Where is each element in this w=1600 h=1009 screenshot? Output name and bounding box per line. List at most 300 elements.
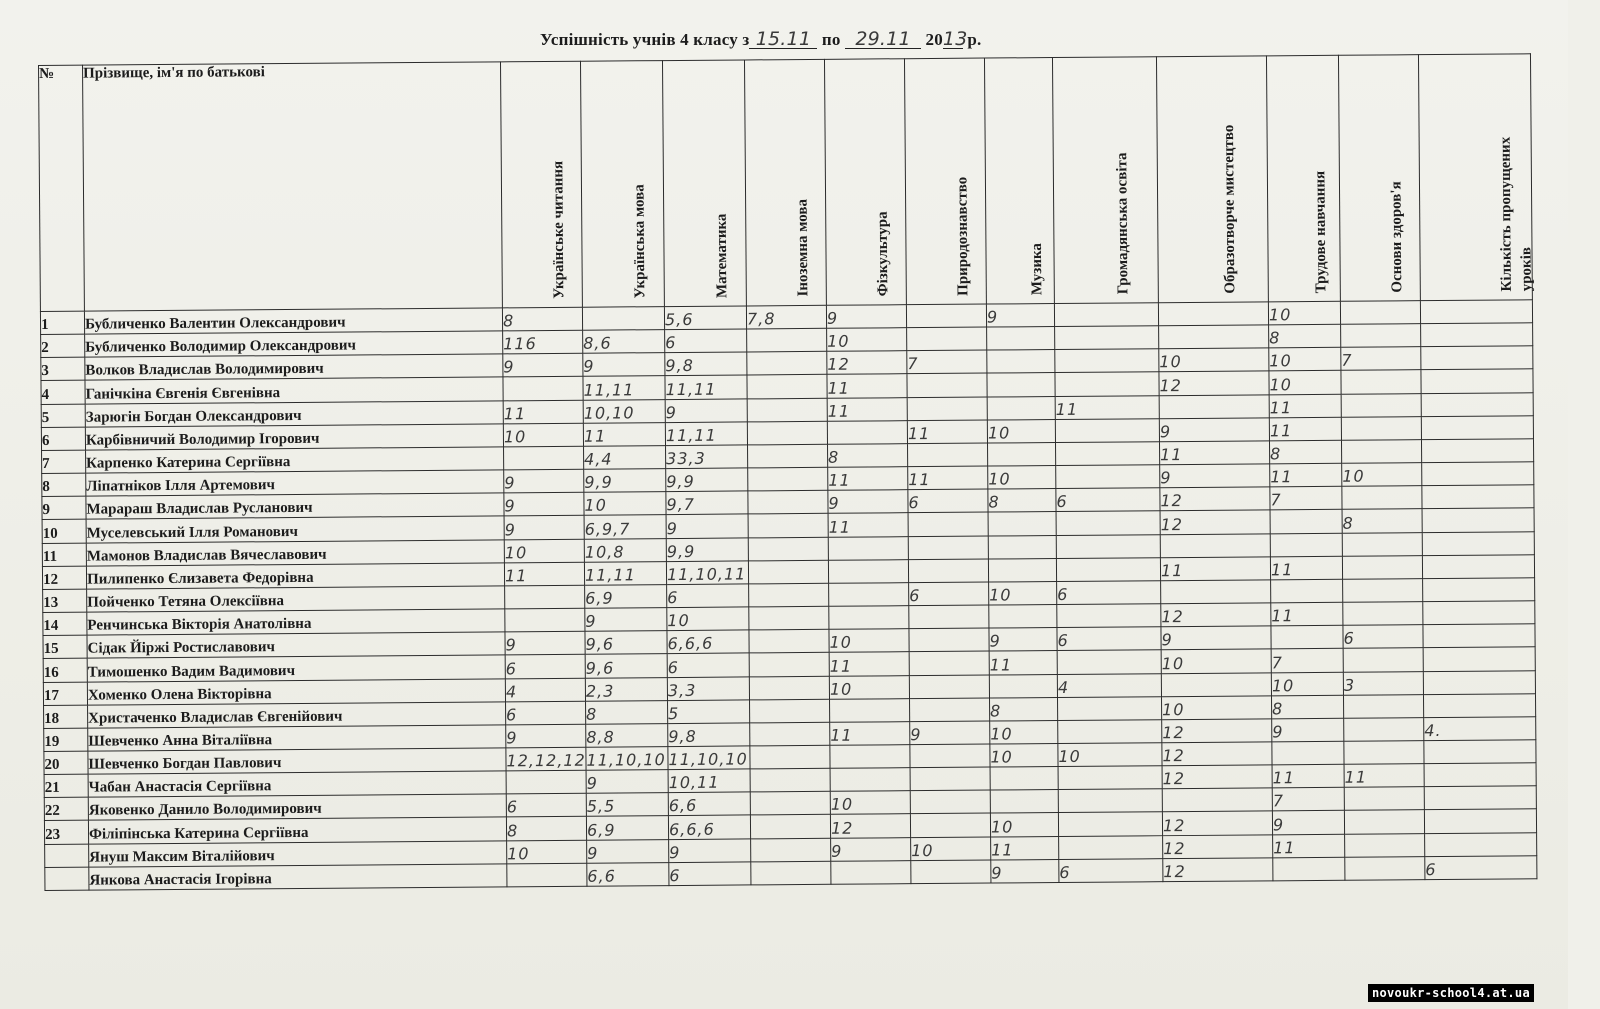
row-number: 12 [42, 566, 86, 590]
title-year-hand: 13 [942, 28, 968, 50]
grade-cell [1424, 809, 1536, 833]
grade-cell: 8 [1342, 509, 1422, 533]
grade-cell: 11 [1344, 764, 1424, 788]
grade-cell [910, 790, 990, 814]
grade-cell: 10 [1159, 348, 1269, 372]
grade-cell [987, 327, 1055, 351]
grade-cell [988, 558, 1056, 582]
header-subject [744, 59, 826, 306]
grade-cell: 9 [585, 608, 667, 632]
grade-cell: 9 [910, 721, 990, 745]
grade-cell [1423, 601, 1535, 625]
grade-cell: 11 [1160, 557, 1270, 581]
grade-cell [827, 420, 907, 444]
title-date-from: 15.11 [749, 30, 817, 49]
grade-cell: 6 [1057, 627, 1161, 651]
grade-cell: 9 [504, 492, 584, 516]
grade-cell: 11 [830, 721, 910, 745]
row-number: 1 [40, 311, 84, 335]
grade-cell [988, 535, 1056, 559]
grade-cell [1422, 485, 1534, 509]
header-subject-label: Образотворче мистецтво [1220, 124, 1238, 294]
header-subject [904, 58, 986, 305]
grades-table [38, 53, 1537, 891]
student-name: Христаченко Владислав Євгенійович [88, 702, 506, 728]
grade-cell: 7 [1271, 649, 1343, 673]
grade-cell: 11 [908, 466, 988, 490]
grade-cell: 12 [1160, 487, 1270, 511]
grade-cell: 9 [505, 631, 585, 655]
grade-cell: 5 [668, 700, 750, 724]
student-name: Сідак Йіржі Ростиславович [87, 632, 505, 658]
grade-cell: 12 [1162, 719, 1272, 743]
grade-cell: 12 [1161, 603, 1271, 627]
student-name: Мамонов Владислав Вячеславович [86, 539, 504, 565]
grade-cell: 9 [991, 859, 1059, 883]
student-name: Чабан Анастасія Сергіївна [88, 771, 506, 797]
row-number: 19 [44, 728, 88, 752]
grade-cell [828, 559, 908, 583]
grade-cell: 4,4 [584, 446, 666, 470]
grade-cell [582, 307, 664, 331]
grade-cell: 6 [505, 655, 585, 679]
grade-cell: 11 [1269, 394, 1341, 418]
grade-cell: 10 [1058, 743, 1162, 767]
grade-cell: 8 [506, 817, 586, 841]
grade-cell [1058, 812, 1162, 836]
grade-cell [750, 768, 830, 792]
grade-cell [748, 491, 828, 515]
grade-cell [751, 861, 831, 885]
student-name: Муселевський Ілля Романович [86, 516, 504, 542]
grade-cell [1421, 369, 1533, 393]
grade-cell: 10,8 [584, 538, 666, 562]
row-number: 2 [41, 334, 85, 358]
grade-cell [1055, 442, 1159, 466]
grade-cell: 11 [1270, 556, 1342, 580]
grade-cell: 12 [1163, 858, 1273, 882]
grade-cell: 10 [827, 328, 907, 352]
grade-cell [747, 375, 827, 399]
grade-cell: 6 [1056, 488, 1160, 512]
grade-cell [1344, 810, 1424, 834]
grade-cell: 11 [503, 400, 583, 424]
grade-cell: 9 [669, 839, 751, 863]
grade-cell: 9,7 [666, 491, 748, 515]
grade-cell [750, 745, 830, 769]
grade-cell: 3,3 [667, 676, 749, 700]
student-name: Шевченко Анна Віталіївна [88, 725, 506, 751]
grade-cell [911, 860, 991, 884]
header-subject [1418, 54, 1535, 301]
grade-cell: 2,3 [585, 677, 667, 701]
grade-cell: 9 [831, 837, 911, 861]
header-row [39, 54, 1533, 312]
grade-cell [1343, 602, 1423, 626]
student-name: Волков Владислав Володимирович [85, 354, 503, 380]
grade-cell [1423, 647, 1535, 671]
grade-cell: 8 [828, 444, 908, 468]
grade-cell [751, 838, 831, 862]
row-number: 11 [42, 543, 86, 567]
grade-cell: 8,6 [583, 330, 665, 354]
grade-cell [1343, 694, 1423, 718]
header-number: № [39, 65, 85, 311]
student-name: Яковенко Данило Володимирович [88, 794, 506, 820]
grade-cell: 9,8 [668, 723, 750, 747]
grade-cell [908, 536, 988, 560]
grade-cell [1058, 789, 1162, 813]
grade-cell: 9 [1159, 418, 1269, 442]
header-subject [1052, 57, 1158, 304]
grade-cell: 9 [1272, 718, 1344, 742]
grade-cell [749, 676, 829, 700]
grade-cell [1422, 554, 1534, 578]
grade-cell: 11 [1273, 834, 1345, 858]
grade-cell [1056, 465, 1160, 489]
row-number: 22 [44, 797, 88, 821]
grade-cell: 10 [507, 840, 587, 864]
grade-cell: 11 [1270, 463, 1342, 487]
grade-cell [1341, 393, 1421, 417]
grade-cell: 10,11 [668, 769, 750, 793]
grade-cell [1056, 557, 1160, 581]
grade-cell [1273, 857, 1345, 881]
grade-cell: 11,11 [665, 375, 747, 399]
student-name: Карбівничий Володимир Ігорович [85, 424, 503, 450]
grade-cell: 11 [1055, 395, 1159, 419]
grade-cell [1055, 349, 1159, 373]
grade-cell: 8 [988, 489, 1056, 513]
grade-cell: 11 [1159, 441, 1269, 465]
grade-cell [1422, 531, 1534, 555]
grade-cell [1058, 766, 1162, 790]
grade-cell [910, 767, 990, 791]
grade-cell [987, 350, 1055, 374]
grade-cell [750, 699, 830, 723]
student-name: Філіпінська Катерина Сергіївна [88, 817, 506, 843]
grade-cell [987, 396, 1055, 420]
grade-cell [1421, 416, 1533, 440]
grade-cell [747, 352, 827, 376]
grade-cell [1341, 440, 1421, 464]
row-number: 7 [42, 450, 86, 474]
grade-cell [1055, 418, 1159, 442]
grade-cell [747, 398, 827, 422]
grade-cell: 8 [586, 700, 668, 724]
grade-cell [830, 768, 910, 792]
grade-cell [907, 327, 987, 351]
title-date-to: 29.11 [845, 30, 921, 49]
watermark: novoukr-school4.at.ua [1368, 984, 1534, 1002]
grade-cell [829, 583, 909, 607]
grade-cell: 6,6 [668, 792, 750, 816]
title-year-prefix: 20 [925, 30, 943, 49]
grade-cell [1421, 392, 1533, 416]
header-subject-label: Громадянська освіта [1113, 152, 1131, 295]
grade-cell: 9,9 [666, 468, 748, 492]
grade-cell [1422, 462, 1534, 486]
grade-cell [910, 744, 990, 768]
header-subject [1338, 55, 1420, 302]
row-number: 16 [43, 658, 87, 682]
grade-cell [1161, 672, 1271, 696]
grade-cell [1057, 696, 1161, 720]
grade-cell: 8 [1269, 324, 1341, 348]
header-subject [580, 61, 664, 308]
student-name: Пилипенко Єлизавета Федорівна [86, 563, 504, 589]
student-name: Зарюгін Богдан Олександрович [85, 400, 503, 426]
header-subject [824, 59, 906, 306]
grade-cell: 11,10,10 [668, 746, 750, 770]
grade-cell [1345, 856, 1425, 880]
grade-cell [1341, 324, 1421, 348]
header-subject [1266, 55, 1340, 302]
grade-cell: 9 [1272, 811, 1344, 835]
grade-cell [1424, 763, 1536, 787]
grade-cell [1340, 301, 1420, 325]
grade-cell: 6 [909, 582, 989, 606]
grade-cell: 11,11 [583, 376, 665, 400]
grade-cell: 7 [1272, 788, 1344, 812]
row-number: 13 [43, 589, 87, 613]
grade-cell [909, 675, 989, 699]
grade-cell: 10 [987, 419, 1055, 443]
grade-cell [506, 770, 586, 794]
grade-cell: 5,6 [664, 306, 746, 330]
grade-cell: 9 [986, 304, 1054, 328]
grade-cell [988, 512, 1056, 536]
grade-cell: 12 [1159, 371, 1269, 395]
grade-cell: 8,8 [586, 723, 668, 747]
grade-cell [748, 514, 828, 538]
grade-cell [990, 767, 1058, 791]
grade-cell: 4 [505, 678, 585, 702]
grade-cell: 11 [583, 422, 665, 446]
grade-cell: 11,10,10 [586, 747, 668, 771]
grade-cell: 9 [586, 770, 668, 794]
grade-cell [831, 860, 911, 884]
grade-cell: 10 [1268, 301, 1340, 325]
grade-cell [908, 443, 988, 467]
header-subject-label: Математика [713, 213, 730, 298]
grade-cell: 6 [667, 584, 749, 608]
grade-cell: 10 [989, 581, 1057, 605]
grade-cell: 12 [1162, 765, 1272, 789]
header-subject [984, 58, 1054, 305]
header-subject-label: Музика [1028, 243, 1045, 296]
grade-cell [749, 653, 829, 677]
header-subject-label: Іноземна мова [794, 199, 811, 298]
grade-cell [749, 583, 829, 607]
grade-cell: 7 [1270, 487, 1342, 511]
row-number: 6 [41, 427, 85, 451]
grade-cell [1270, 533, 1342, 557]
grade-cell: 11 [989, 651, 1057, 675]
grade-cell [830, 698, 910, 722]
document-title [540, 30, 981, 56]
grade-cell [1159, 394, 1269, 418]
grade-cell: 6 [1059, 858, 1163, 882]
grade-cell [750, 815, 830, 839]
student-name: Ганічкіна Євгенія Євгенівна [85, 377, 503, 403]
grade-cell [1058, 720, 1162, 744]
grade-cell [1421, 346, 1533, 370]
grade-cell: 10 [1161, 695, 1271, 719]
grade-cell: 9 [1161, 626, 1271, 650]
grade-cell [1055, 372, 1159, 396]
student-name: Карпенко Катерина Сергіївна [86, 447, 504, 473]
grade-cell: 10 [1269, 371, 1341, 395]
grade-cell: 11 [828, 513, 908, 537]
grade-cell [747, 328, 827, 352]
grade-cell [748, 444, 828, 468]
student-name: Ліпатніков Ілля Артемович [86, 470, 504, 496]
grade-cell: 6 [1057, 581, 1161, 605]
grade-cell [748, 537, 828, 561]
grade-cell: 10 [1271, 672, 1343, 696]
header-subject [500, 61, 582, 308]
row-number: 20 [44, 751, 88, 775]
row-number: 17 [43, 682, 87, 706]
grade-cell: 8 [502, 307, 582, 331]
grade-cell: 4. [1424, 717, 1536, 741]
grade-cell: 11 [829, 652, 909, 676]
grade-cell [1423, 578, 1535, 602]
row-number: 18 [44, 705, 88, 729]
grade-cell: 6 [669, 862, 751, 886]
header-subject-label: Фізкультура [874, 211, 891, 297]
grade-cell: 6 [665, 329, 747, 353]
grade-cell [1420, 300, 1532, 324]
header-subject-label: Українське читання [549, 160, 567, 299]
grade-cell [910, 813, 990, 837]
grade-cell: 6 [1425, 856, 1537, 880]
grade-cell: 9 [1160, 464, 1270, 488]
grade-cell: 10 [990, 720, 1058, 744]
grade-cell [1162, 788, 1272, 812]
grade-cell: 7 [1341, 347, 1421, 371]
grade-cell [1057, 650, 1161, 674]
grade-cell: 9 [665, 399, 747, 423]
row-number [45, 844, 89, 868]
grade-cell: 11 [991, 836, 1059, 860]
grade-cell [1423, 624, 1535, 648]
row-number: 3 [41, 357, 85, 381]
grade-cell [989, 674, 1057, 698]
grade-cell: 7 [907, 350, 987, 374]
student-name: Тимошенко Вадим Вадимович [87, 655, 505, 681]
student-name: Януш Максим Віталійович [89, 840, 507, 866]
row-number: 9 [42, 496, 86, 520]
grade-cell: 10 [1342, 463, 1422, 487]
grade-cell: 10 [829, 675, 909, 699]
grade-cell [503, 377, 583, 401]
student-name: Ренчинська Вікторія Анатолівна [87, 609, 505, 635]
grade-cell: 7,8 [746, 305, 826, 329]
grade-cell [1056, 534, 1160, 558]
grade-cell: 10 [990, 743, 1058, 767]
grade-cell: 8 [1269, 440, 1341, 464]
grade-cell [907, 397, 987, 421]
row-number: 14 [43, 612, 87, 636]
grade-cell: 10 [829, 629, 909, 653]
grade-cell: 6,6 [587, 862, 669, 886]
grade-cell: 11 [828, 467, 908, 491]
grade-cell [829, 606, 909, 630]
grade-cell: 6,6,6 [668, 815, 750, 839]
grade-cell: 10 [990, 813, 1058, 837]
student-name: Янкова Анастасія Ігорівна [89, 864, 507, 890]
grade-cell: 6 [506, 793, 586, 817]
grade-cell [907, 374, 987, 398]
header-subject-label: Українська мова [630, 184, 648, 299]
grade-cell: 9 [826, 305, 906, 329]
header-subject-label: Основи здоров'я [1387, 180, 1405, 293]
grade-cell [505, 608, 585, 632]
grade-cell: 9 [828, 490, 908, 514]
header-subject [1156, 56, 1268, 303]
grade-cell: 9 [504, 469, 584, 493]
grade-cell [1343, 579, 1423, 603]
grade-cell: 10 [988, 466, 1056, 490]
grade-cell [1342, 486, 1422, 510]
row-number [45, 867, 89, 891]
student-name: Бубличенко Валентин Олександрович [84, 308, 502, 334]
grade-cell: 11 [1271, 602, 1343, 626]
grade-cell: 9 [587, 839, 669, 863]
grade-cell: 8 [989, 697, 1057, 721]
grade-cell: 9,8 [665, 352, 747, 376]
title-suffix: р. [967, 30, 982, 49]
grade-cell: 12 [827, 351, 907, 375]
header-name: Прізвище, ім'я по батькові [83, 62, 503, 311]
grade-cell: 9 [989, 628, 1057, 652]
header-subject-label: Кількість пропущених уроків [1497, 136, 1535, 292]
grade-cell: 6 [908, 489, 988, 513]
grade-cell [830, 745, 910, 769]
grade-cell: 11 [1269, 417, 1341, 441]
grade-cell [1344, 787, 1424, 811]
row-number: 21 [44, 774, 88, 798]
grade-cell [1159, 325, 1269, 349]
grade-cell: 10 [667, 607, 749, 631]
grade-cell [748, 560, 828, 584]
grade-cell [987, 442, 1055, 466]
grade-cell [910, 698, 990, 722]
grade-cell [1271, 625, 1343, 649]
grade-cell: 9 [506, 724, 586, 748]
grade-cell: 11,11 [584, 561, 666, 585]
grade-cell [750, 722, 830, 746]
grade-cell: 11 [827, 397, 907, 421]
grade-cell [749, 629, 829, 653]
student-name: Марараш Владислав Русланович [86, 493, 504, 519]
grade-cell: 12 [1163, 834, 1273, 858]
grade-cell [1056, 511, 1160, 535]
grade-cell [507, 863, 587, 887]
grade-cell [1272, 741, 1344, 765]
grade-cell [1342, 532, 1422, 556]
grade-cell [1344, 717, 1424, 741]
title-prefix: Успішність учнів 4 класу з [540, 30, 750, 49]
header-subject-label: Природознавство [953, 176, 971, 296]
grade-cell: 12 [830, 814, 910, 838]
grade-cell [1270, 510, 1342, 534]
grade-cell [1421, 439, 1533, 463]
grade-cell: 10,10 [583, 399, 665, 423]
row-number: 8 [42, 473, 86, 497]
